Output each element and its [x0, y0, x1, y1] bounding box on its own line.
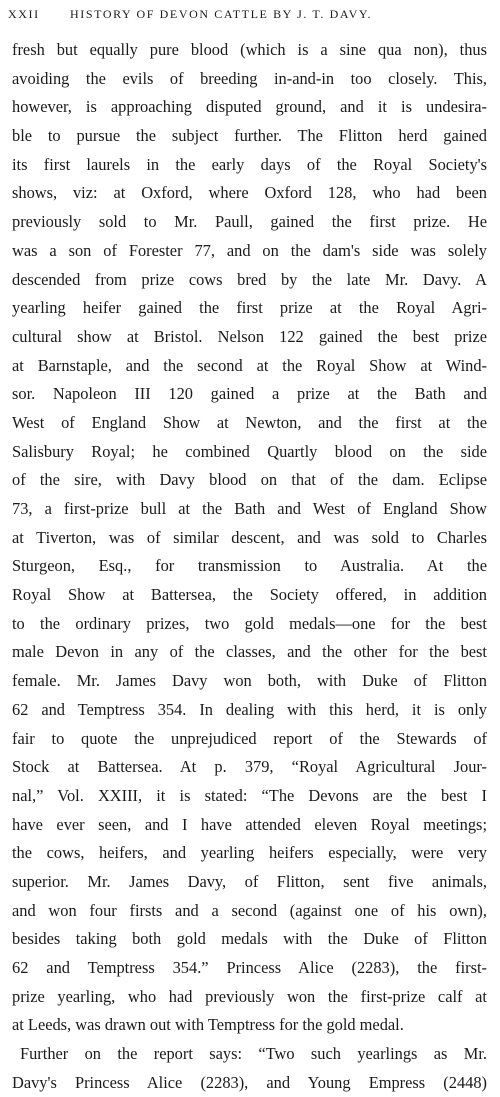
text-line: at Barnstaple, and the second at the Royal Show at Wind-: [12, 355, 487, 375]
text-line: besides taking both gold medals with the Duke of Flitton: [12, 929, 487, 949]
text-line: however, is approaching disputed ground, and it is undesira-: [12, 97, 487, 117]
text-line: the cows, heifers, and yearling heifers especially, were very: [12, 843, 487, 863]
text-line: its first laurels in the early days of the Royal Society's: [12, 154, 487, 174]
text-line: fresh but equally pure blood (which is a sine qua non), thus: [12, 40, 487, 59]
text-line: prize yearling, who had previously won the first-prize calf at: [12, 986, 487, 1006]
text-line: of the sire, with Davy blood on that of the dam. Eclipse: [12, 470, 487, 490]
text-line: female. Mr. James Davy won both, with Duke of Flitton: [12, 671, 487, 691]
text-line: West of England Show at Newton, and the first at the: [12, 412, 487, 432]
text-line: avoiding the evils of breeding in-and-in too closely. This,: [12, 68, 487, 88]
text-line: Salisbury Royal; he combined Quartly blood on the side: [12, 441, 487, 461]
text-line: cultural show at Bristol. Nelson 122 gained the best prize: [12, 326, 487, 346]
text-line: previously sold to Mr. Paull, gained the first prize. He: [12, 212, 487, 232]
body-text: [12, 36, 487, 1097]
text-line: Stock at Battersea. At p. 379, “Royal Agricultural Jour-: [12, 757, 487, 777]
text-line: fair to quote the unprejudiced report of the Stewards of: [12, 728, 487, 748]
text-line: Further on the report says: “Two such yearlings as Mr.: [20, 1044, 487, 1064]
text-line: and won four firsts and a second (against one of his own),: [12, 900, 487, 920]
text-line: 62 and Temptress 354. In dealing with this herd, it is only: [12, 699, 487, 719]
text-line: 73, a first-prize bull at the Bath and West of England Show: [12, 499, 487, 518]
text-line: at Leeds, was drawn out with Temptress for the gold medal.: [12, 1015, 404, 1035]
text-line: at Tiverton, was of similar descent, and was sold to Charles: [12, 527, 487, 547]
text-line: shows, viz: at Oxford, where Oxford 128, who had been: [12, 183, 487, 203]
text-line: descended from prize cows bred by the late Mr. Davy. A: [12, 269, 487, 289]
text-line: superior. Mr. James Davy, of Flitton, sent five animals,: [12, 871, 487, 891]
text-line: Royal Show at Battersea, the Society offered, in addition: [12, 585, 487, 605]
text-line: have ever seen, and I have attended eleven Royal meetings;: [12, 814, 487, 834]
text-line: was a son of Forester 77, and on the dam's side was solely: [12, 240, 487, 260]
text-line: Davy's Princess Alice (2283), and Young Empress (2448): [12, 1072, 487, 1092]
text-line: nal,” Vol. XXIII, it is stated: “The Devons are the best I: [12, 785, 487, 805]
text-line: sor. Napoleon III 120 gained a prize at the Bath and: [12, 384, 487, 404]
text-line: Sturgeon, Esq., for transmission to Australia. At the: [12, 556, 487, 576]
text-line: male Devon in any of the classes, and the other for the best: [12, 642, 487, 662]
page-header: [0, 4, 500, 24]
text-line: yearling heifer gained the first prize at the Royal Agri-: [12, 298, 487, 318]
page-number: XXII: [8, 7, 40, 21]
text-line: ble to pursue the subject further. The Flitton herd gained: [12, 126, 487, 146]
text-line: to the ordinary prizes, two gold medals—one for the best: [12, 613, 487, 633]
running-title: HISTORY OF DEVON CATTLE BY J. T. DAVY.: [70, 7, 373, 21]
text-line: 62 and Temptress 354.” Princess Alice (2283), the first-: [12, 958, 487, 977]
